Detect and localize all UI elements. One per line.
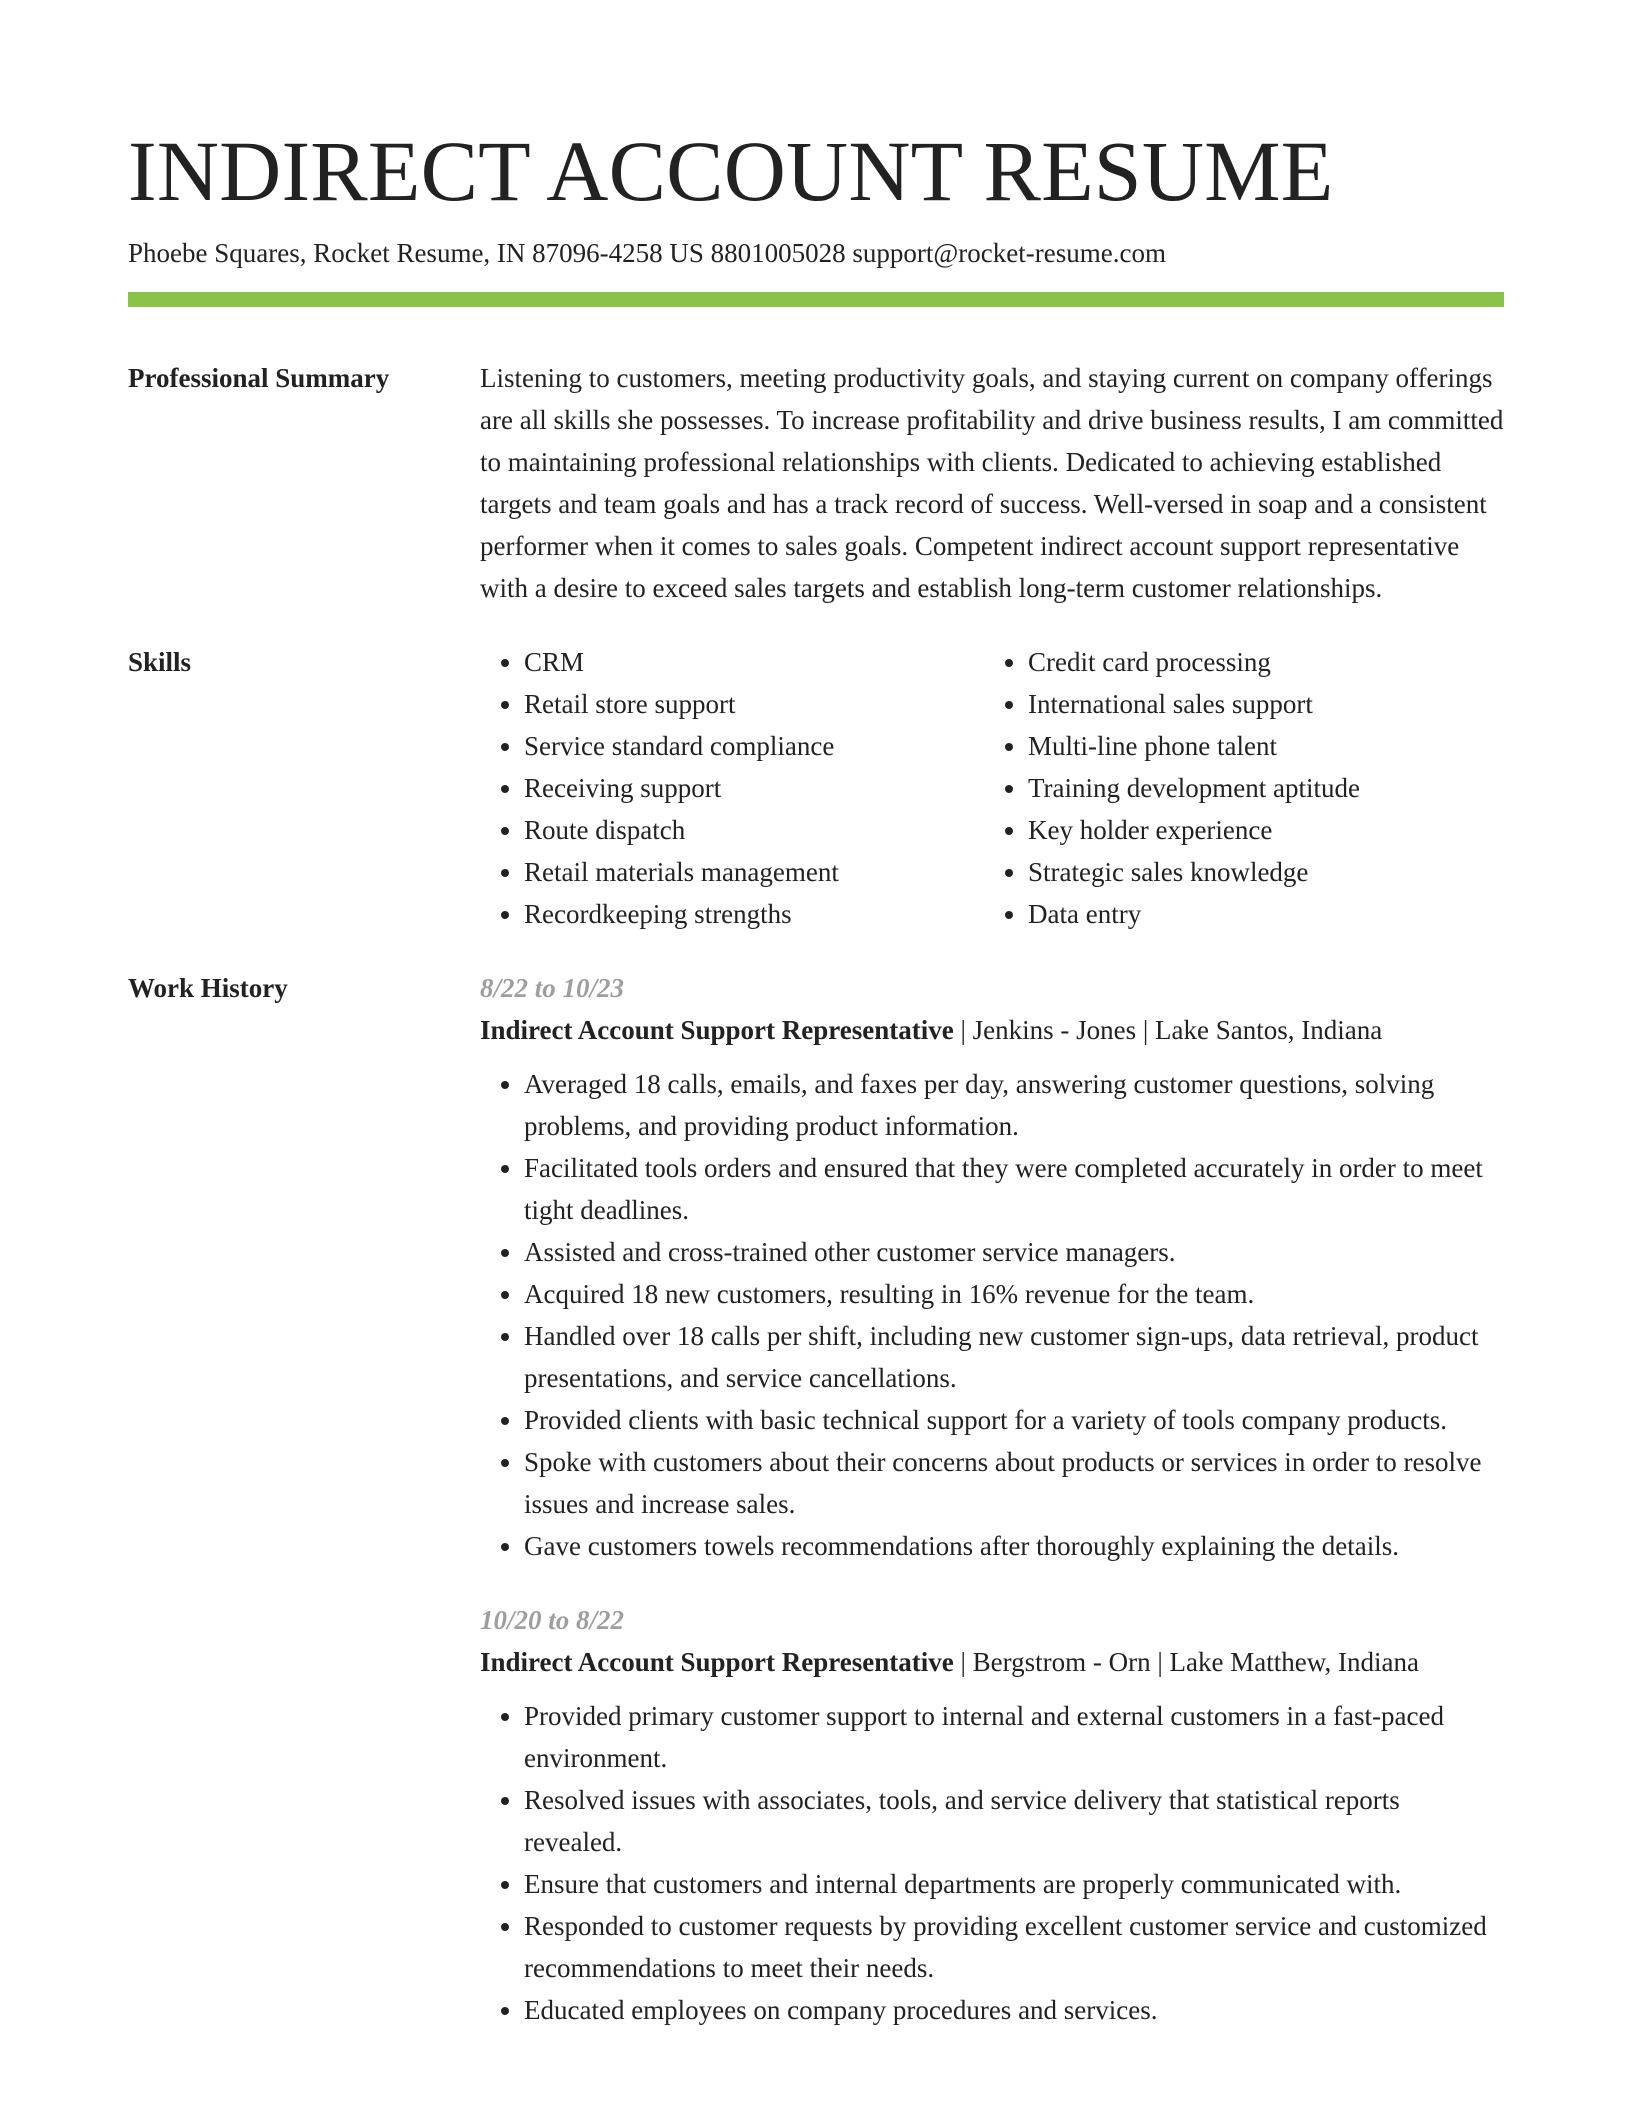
job-bullet: • Gave customers towels recommendations after thoroughly explaining the details. bbox=[524, 1525, 1504, 1567]
skill-item: • Key holder experience bbox=[1028, 809, 1488, 851]
summary-text: Listening to customers, meeting productivity goals, and staying current on company offerings are all skills she possesses. To increase profitability and drive business results, I am committed to maintaining professional relationships with clients. Dedicated to achieving established targets and team goals and has a track record of success. Well-versed in soap and a consistent performer when it comes to sales goals. Competent indirect account support representative with a desire to exceed sales targets and establish long-term customer relationships. bbox=[480, 363, 1504, 603]
skill-item: • Retail materials management bbox=[524, 851, 984, 893]
skill-item: • Route dispatch bbox=[524, 809, 984, 851]
work-history-section bbox=[128, 967, 1504, 2031]
job-bullet: • Educated employees on company procedures and services. bbox=[524, 1989, 1504, 2031]
job-bullet: • Provided primary customer support to internal and external customers in a fast-paced environment. bbox=[524, 1695, 1504, 1779]
section-label: Work History bbox=[128, 973, 288, 1003]
job-bullet-list bbox=[480, 1695, 1504, 2031]
professional-summary-section bbox=[128, 357, 1504, 609]
job-dates: 10/20 to 8/22 bbox=[480, 1605, 625, 1635]
skill-item: • Recordkeeping strengths bbox=[524, 893, 984, 935]
skill-item: • Data entry bbox=[1028, 893, 1488, 935]
job-bullet-list bbox=[480, 1063, 1504, 1567]
skill-item: • Service standard compliance bbox=[524, 725, 984, 767]
job-bullet: • Averaged 18 calls, emails, and faxes per day, answering customer questions, solving problems, and providing product information. bbox=[524, 1063, 1504, 1147]
resume-page bbox=[128, 0, 1504, 2031]
job-title: Indirect Account Support Representative bbox=[480, 1647, 954, 1677]
job-company-location: | Bergstrom - Orn | Lake Matthew, Indiana bbox=[953, 1647, 1419, 1677]
skill-item: • Receiving support bbox=[524, 767, 984, 809]
resume-title: INDIRECT ACCOUNT RESUME bbox=[128, 123, 1334, 219]
job-bullet: • Acquired 18 new customers, resulting in 16% revenue for the team. bbox=[524, 1273, 1504, 1315]
section-label: Professional Summary bbox=[128, 363, 390, 393]
job-bullet: • Assisted and cross-trained other customer service managers. bbox=[524, 1231, 1504, 1273]
skill-item: • CRM bbox=[524, 641, 984, 683]
job-heading bbox=[480, 1009, 1504, 1051]
job-company-location: | Jenkins - Jones | Lake Santos, Indiana bbox=[953, 1015, 1383, 1045]
skill-item: • Training development aptitude bbox=[1028, 767, 1488, 809]
job-entry bbox=[480, 1599, 1504, 2031]
job-bullet: • Resolved issues with associates, tools, and service delivery that statistical reports revealed. bbox=[524, 1779, 1504, 1863]
job-bullet: • Responded to customer requests by providing excellent customer service and customized recommendations to meet their needs. bbox=[524, 1905, 1504, 1989]
section-label: Skills bbox=[128, 647, 192, 677]
contact-line: Phoebe Squares, Rocket Resume, IN 87096-4258 US 8801005028 support@rocket-resume.com bbox=[128, 238, 1166, 268]
job-entry bbox=[480, 967, 1504, 1567]
job-bullet: • Provided clients with basic technical support for a variety of tools company products. bbox=[524, 1399, 1504, 1441]
section-content bbox=[480, 641, 1504, 935]
job-title: Indirect Account Support Representative bbox=[480, 1015, 954, 1045]
skills-list-right bbox=[984, 641, 1488, 935]
skill-item: • Strategic sales knowledge bbox=[1028, 851, 1488, 893]
skill-item: • Retail store support bbox=[524, 683, 984, 725]
job-bullet: • Handled over 18 calls per shift, including new customer sign-ups, data retrieval, product presentations, and service cancellations. bbox=[524, 1315, 1504, 1399]
job-heading bbox=[480, 1641, 1504, 1683]
skill-item: • Multi-line phone talent bbox=[1028, 725, 1488, 767]
job-bullet: • Spoke with customers about their concerns about products or services in order to resolve issues and increase sales. bbox=[524, 1441, 1504, 1525]
section-content bbox=[480, 357, 1504, 609]
job-dates: 8/22 to 10/23 bbox=[480, 973, 625, 1003]
work-history-content bbox=[480, 967, 1504, 2031]
job-bullet: • Facilitated tools orders and ensured that they were completed accurately in order to meet tight deadlines. bbox=[524, 1147, 1504, 1231]
accent-divider bbox=[128, 292, 1504, 307]
job-bullet: • Ensure that customers and internal departments are properly communicated with. bbox=[524, 1863, 1504, 1905]
skill-item: • International sales support bbox=[1028, 683, 1488, 725]
skills-section bbox=[128, 641, 1504, 935]
skill-item: • Credit card processing bbox=[1028, 641, 1488, 683]
skills-list-left bbox=[480, 641, 984, 935]
skills-columns bbox=[480, 641, 1504, 935]
